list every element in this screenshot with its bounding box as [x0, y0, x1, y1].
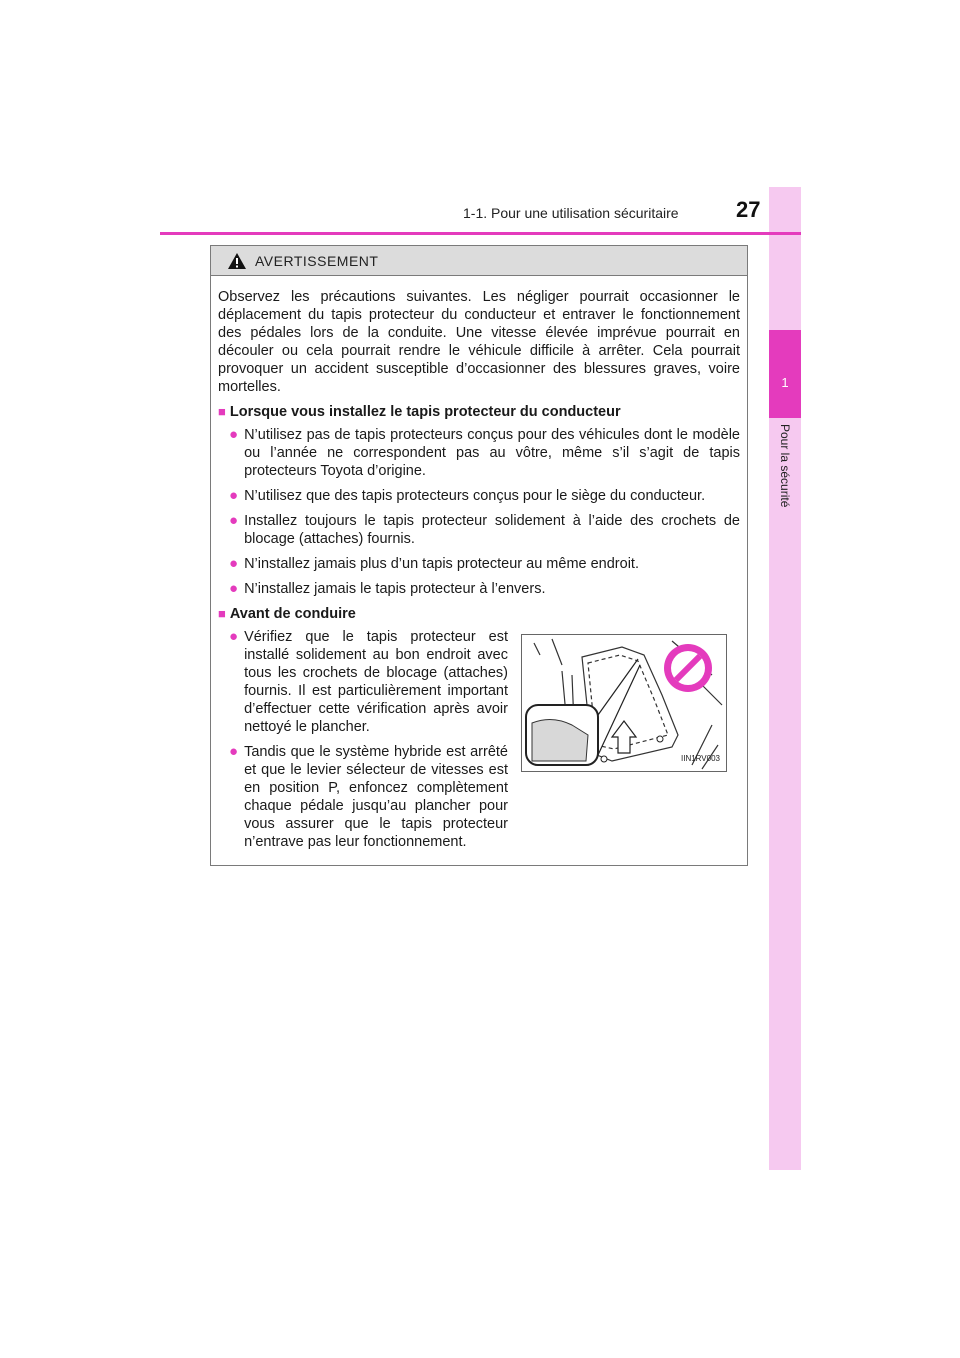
section-heading-text: Lorsque vous installez le tapis protecteur du conducteur — [229, 404, 621, 420]
bullet-dot-icon: ● — [229, 426, 239, 443]
bullet-dot-icon: ● — [229, 487, 239, 504]
figure-column — [521, 634, 727, 858]
warning-header — [211, 246, 747, 276]
warning-title: AVERTISSEMENT — [255, 252, 379, 269]
bullet-dot-icon: ● — [229, 555, 239, 572]
chapter-label: Pour la sécurité — [778, 424, 792, 508]
section-heading-text: Avant de conduire — [229, 606, 356, 622]
list-item-text: N’installez jamais le tapis protecteur à l’envers. — [244, 581, 546, 597]
floor-mat-illustration — [521, 634, 727, 772]
bullet-dot-icon: ● — [229, 628, 239, 645]
list-item — [229, 580, 740, 598]
figure-code: IIN1RV003 — [681, 754, 720, 763]
warning-intro: Observez les précautions suivantes. Les négliger pourrait occasionner le déplacement du tapis protecteur du conducteur et entraver le fonctionnement des pédales lors de la conduite. Une vitesse élevée imprévue pourrait en découler ou cela pourrait rendre le véhicule difficile à arrêter. Cela pourrait provoquer un accident susceptible d’occasionner des blessures graves, voire mortelles. — [218, 289, 740, 395]
list-item-text: Tandis que le système hybride est arrêté et que le levier sélecteur de vitesses est en position P, enfoncez complètement chaque pédale jusqu’au plancher pour vous assurer que le tapis protecteur n’entrave pas leur fonctionnement. — [244, 744, 508, 850]
list-item-text: N’installez jamais plus d’un tapis protecteur au même endroit. — [244, 556, 639, 572]
chapter-number: 1 — [781, 375, 789, 390]
bullet-dot-icon: ● — [229, 512, 239, 529]
square-bullet-icon: ■ — [218, 606, 226, 621]
list-item — [229, 743, 508, 851]
list-item — [229, 487, 740, 505]
side-tab-active — [769, 330, 801, 418]
section-title: 1-1. Pour une utilisation sécuritaire — [463, 205, 679, 221]
section-heading-before-driving — [218, 605, 740, 623]
page-number: 27 — [736, 197, 761, 222]
list-item-text: Installez toujours le tapis protecteur solidement à l’aide des crochets de blocage (attaches) fournis. — [244, 513, 740, 547]
list-item — [229, 512, 740, 548]
bullet-dot-icon: ● — [229, 743, 239, 760]
section-heading-installation — [218, 403, 740, 421]
warning-body — [211, 276, 747, 858]
warning-triangle-icon — [227, 252, 247, 270]
bullet-dot-icon: ● — [229, 580, 239, 597]
list-item-text: Vérifiez que le tapis protecteur est installé solidement au bon endroit avec tous les crochets de blocage (attaches) fournis. Il est particulièrement important d’effectuer cette vérification après avoir nettoyé le plancher. — [244, 629, 508, 735]
list-item — [229, 426, 740, 480]
warning-box — [210, 245, 748, 866]
before-driving-content — [218, 628, 740, 858]
square-bullet-icon: ■ — [218, 404, 226, 419]
header-rule — [160, 232, 801, 235]
list-item-text: N’utilisez pas de tapis protecteurs conçus pour des véhicules dont le modèle ou l’année ne correspondent pas au vôtre, même s’il s’agit de tapis protecteurs Toyota d’origine. — [244, 427, 740, 479]
list-item — [229, 628, 508, 736]
list-item — [229, 555, 740, 573]
list-item-text: N’utilisez que des tapis protecteurs conçus pour le siège du conducteur. — [244, 488, 706, 504]
before-driving-list — [218, 628, 508, 858]
